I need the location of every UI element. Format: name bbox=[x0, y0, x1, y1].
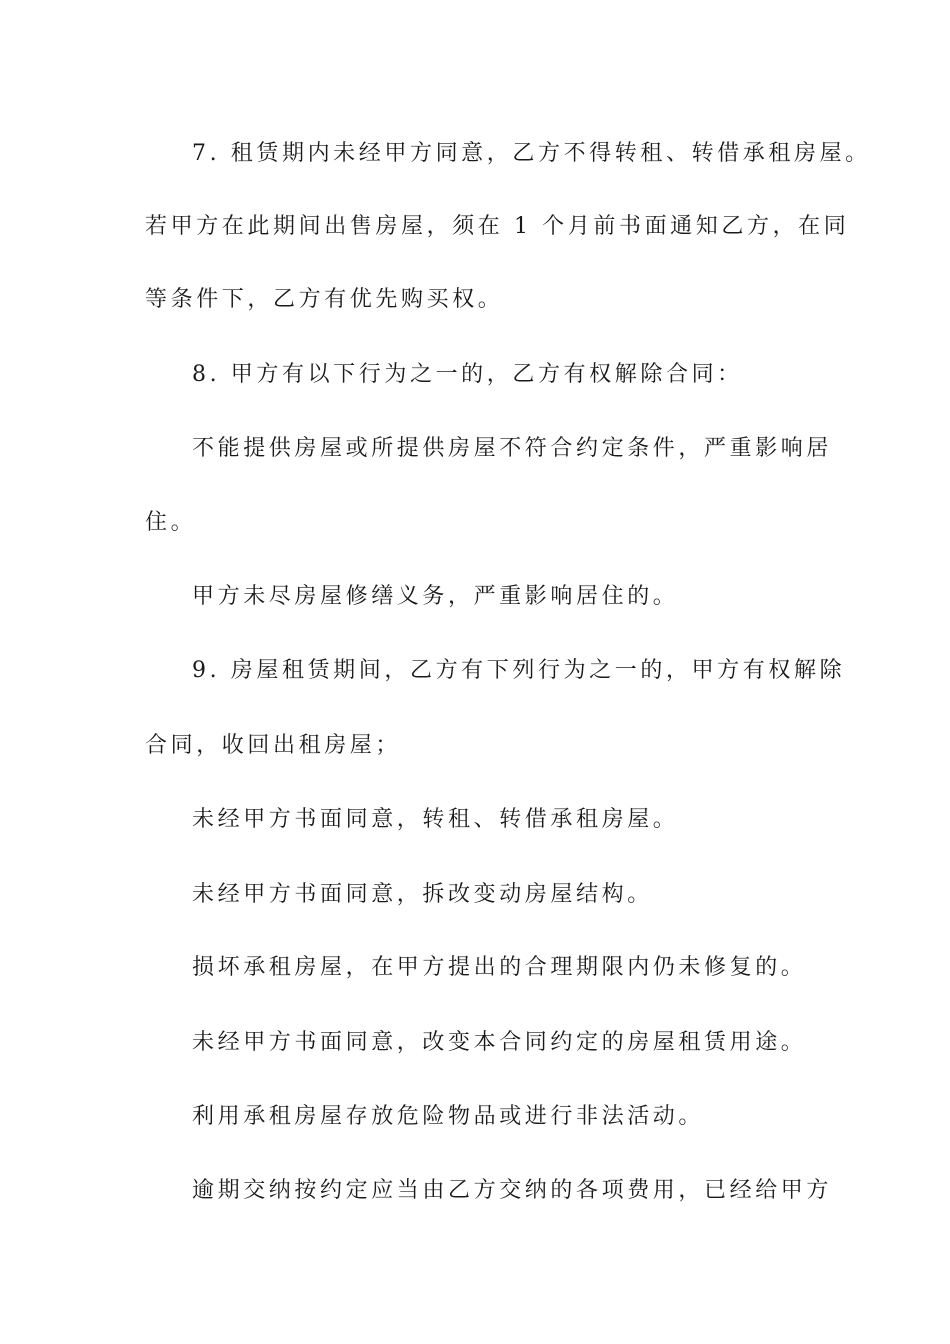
clause-7-line-3: 等条件下，乙方有优先购买权。 bbox=[145, 287, 504, 312]
clause-8-item-2: 甲方未尽房屋修缮义务，严重影响居住的。 bbox=[192, 584, 679, 609]
clause-9-item-1: 未经甲方书面同意，转租、转借承租房屋。 bbox=[192, 807, 679, 832]
clause-9-item-5: 利用承租房屋存放危险物品或进行非法活动。 bbox=[192, 1104, 705, 1129]
clause-9-item-2: 未经甲方书面同意，拆改变动房屋结构。 bbox=[192, 882, 653, 907]
clause-9-heading-line-1: 9. 房屋租赁期间，乙方有下列行为之一的，甲方有权解除 bbox=[192, 658, 846, 683]
clause-8-item-1-line-1: 不能提供房屋或所提供房屋不符合约定条件，严重影响居 bbox=[192, 436, 833, 461]
clause-9-item-3: 损坏承租房屋，在甲方提出的合理期限内仍未修复的。 bbox=[192, 955, 807, 980]
clause-9-heading-line-2: 合同，收回出租房屋； bbox=[145, 733, 402, 758]
clause-7-line-2: 若甲方在此期间出售房屋，须在 1 个月前书面通知乙方，在同 bbox=[145, 214, 850, 239]
clause-8-heading: 8. 甲方有以下行为之一的，乙方有权解除合同： bbox=[192, 362, 743, 387]
clause-9-item-6: 逾期交纳按约定应当由乙方交纳的各项费用，已经给甲方 bbox=[192, 1178, 833, 1203]
clause-8-item-1-line-2: 住。 bbox=[145, 510, 197, 535]
clause-9-item-4: 未经甲方书面同意，改变本合同约定的房屋租赁用途。 bbox=[192, 1030, 807, 1055]
clause-7-line-1: 7. 租赁期内未经甲方同意，乙方不得转租、转借承租房屋。 bbox=[192, 141, 871, 166]
